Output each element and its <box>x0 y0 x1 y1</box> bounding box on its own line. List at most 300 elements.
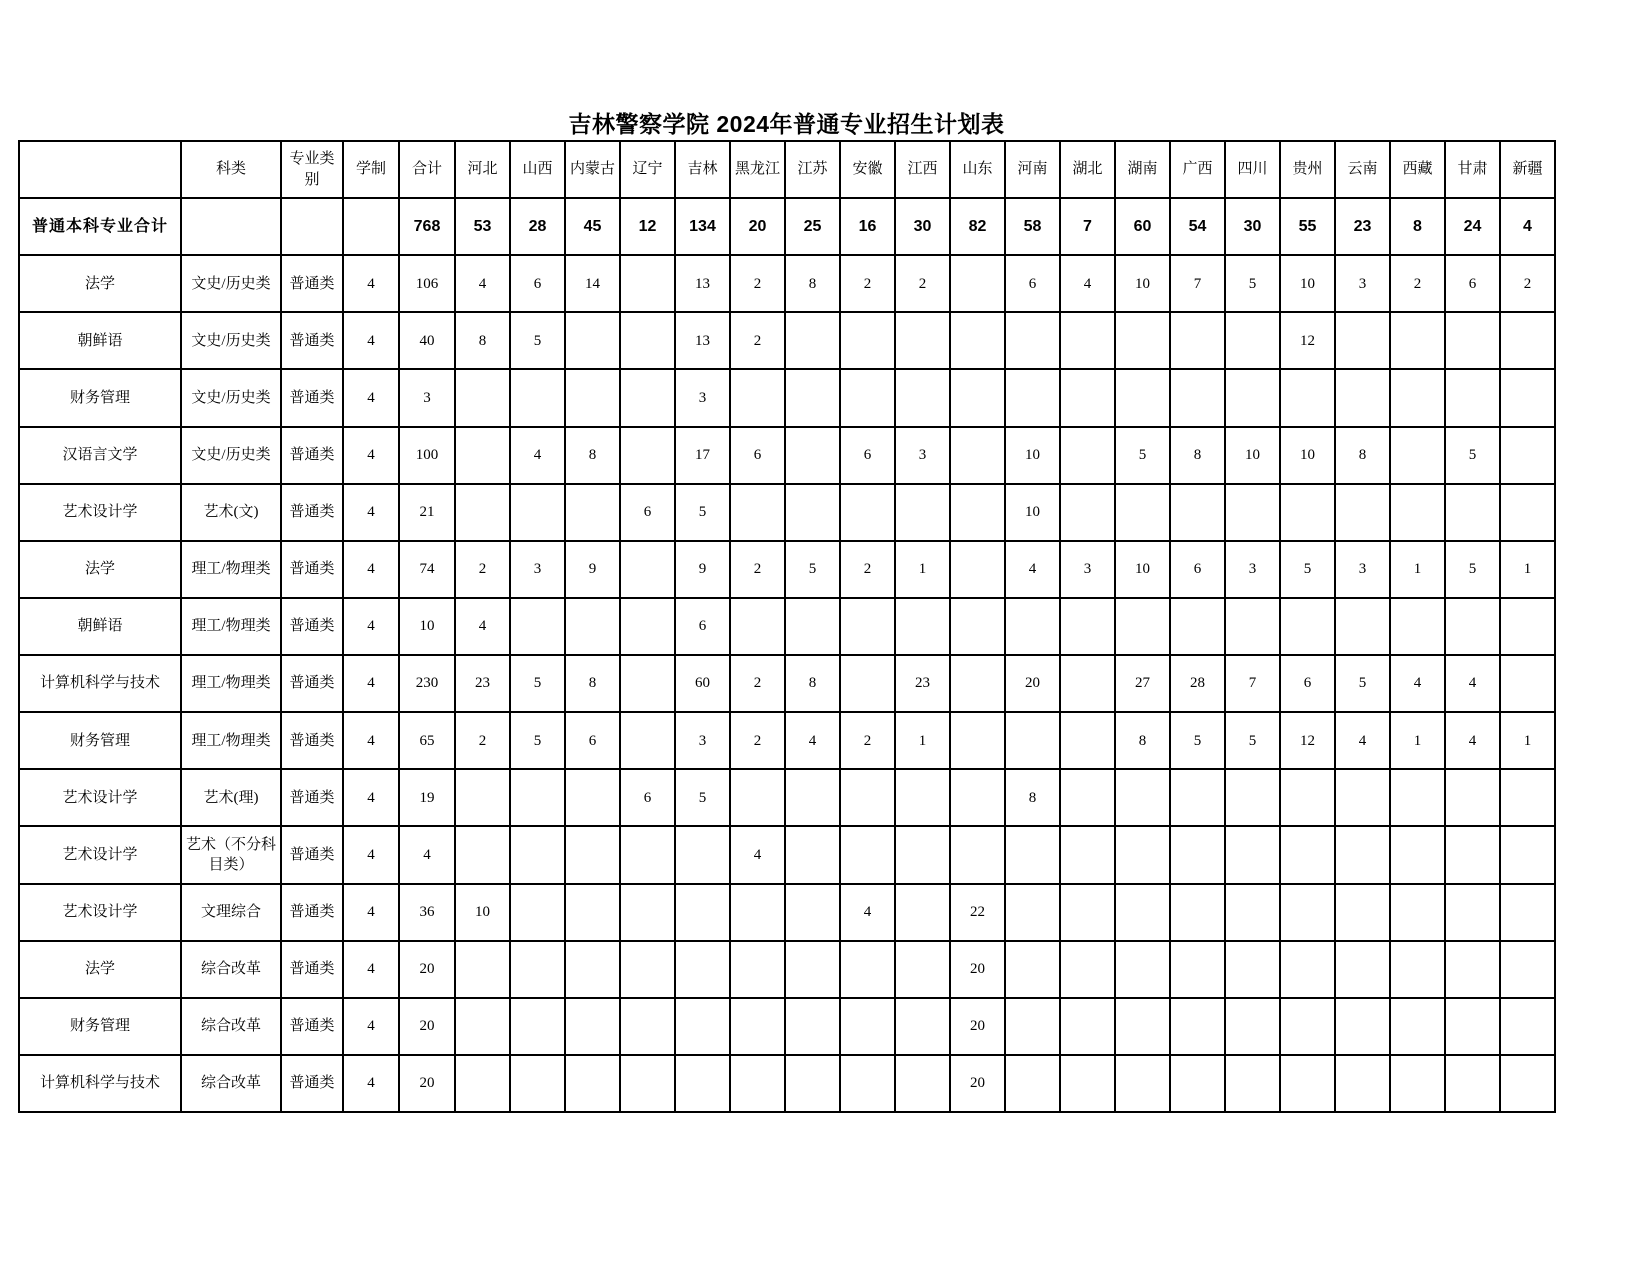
province-value-cell <box>1115 769 1170 826</box>
province-value-cell <box>1060 427 1115 484</box>
province-value-cell: 2 <box>455 712 510 769</box>
province-value-cell <box>1280 598 1335 655</box>
province-value-cell <box>565 769 620 826</box>
province-value-cell <box>1060 598 1115 655</box>
province-value-cell <box>1225 598 1280 655</box>
province-value-cell: 5 <box>1280 541 1335 598</box>
province-value-cell <box>1280 884 1335 941</box>
table-row <box>19 255 1555 312</box>
province-value-cell: 6 <box>510 255 565 312</box>
corner-header-cell <box>19 141 181 198</box>
province-value-cell <box>1500 1055 1555 1112</box>
province-value-cell <box>565 884 620 941</box>
province-value-cell <box>455 769 510 826</box>
summary-province-value-cell: 25 <box>785 198 840 255</box>
province-value-cell <box>1445 369 1500 426</box>
province-value-cell <box>1500 484 1555 541</box>
years-cell: 4 <box>343 712 399 769</box>
province-value-cell: 23 <box>455 655 510 712</box>
years-cell: 4 <box>343 541 399 598</box>
major-name-cell: 朝鲜语 <box>19 312 181 369</box>
province-value-cell <box>730 998 785 1055</box>
table-row <box>19 884 1555 941</box>
province-value-cell: 4 <box>1335 712 1390 769</box>
province-value-cell <box>785 941 840 998</box>
province-value-cell <box>1500 655 1555 712</box>
province-value-cell: 2 <box>730 312 785 369</box>
province-value-cell <box>675 826 730 883</box>
summary-province-value-cell: 16 <box>840 198 895 255</box>
province-value-cell: 6 <box>1280 655 1335 712</box>
province-value-cell: 3 <box>510 541 565 598</box>
summary-province-value-cell: 8 <box>1390 198 1445 255</box>
province-value-cell: 9 <box>675 541 730 598</box>
province-value-cell <box>455 369 510 426</box>
column-header: 西藏 <box>1390 141 1445 198</box>
summary-province-value-cell: 28 <box>510 198 565 255</box>
province-value-cell <box>1170 598 1225 655</box>
province-value-cell <box>1005 312 1060 369</box>
province-value-cell <box>1390 598 1445 655</box>
province-value-cell: 1 <box>1390 712 1445 769</box>
years-cell: 4 <box>343 998 399 1055</box>
province-value-cell <box>950 312 1005 369</box>
table-row <box>19 655 1555 712</box>
province-value-cell <box>1280 998 1335 1055</box>
table-row <box>19 598 1555 655</box>
province-value-cell <box>1060 826 1115 883</box>
province-value-cell <box>620 826 675 883</box>
province-value-cell <box>565 998 620 1055</box>
province-value-cell: 5 <box>1445 427 1500 484</box>
column-header: 河南 <box>1005 141 1060 198</box>
summary-province-value-cell: 30 <box>1225 198 1280 255</box>
province-value-cell <box>1225 484 1280 541</box>
province-value-cell <box>1500 598 1555 655</box>
province-value-cell <box>455 1055 510 1112</box>
province-value-cell <box>1060 312 1115 369</box>
province-value-cell <box>785 484 840 541</box>
type-cell: 普通类 <box>281 484 343 541</box>
table-row <box>19 769 1555 826</box>
province-value-cell <box>1335 769 1390 826</box>
province-value-cell <box>840 826 895 883</box>
province-value-cell <box>1170 312 1225 369</box>
column-header: 新疆 <box>1500 141 1555 198</box>
province-value-cell <box>840 598 895 655</box>
province-value-cell <box>675 998 730 1055</box>
years-cell: 4 <box>343 427 399 484</box>
province-value-cell: 12 <box>1280 312 1335 369</box>
summary-years-cell <box>343 198 399 255</box>
province-value-cell: 5 <box>1115 427 1170 484</box>
major-name-cell: 艺术设计学 <box>19 769 181 826</box>
table-row <box>19 484 1555 541</box>
summary-province-value-cell: 53 <box>455 198 510 255</box>
province-value-cell <box>1115 484 1170 541</box>
province-value-cell <box>455 941 510 998</box>
type-cell: 普通类 <box>281 712 343 769</box>
province-value-cell: 2 <box>730 655 785 712</box>
province-value-cell <box>1170 941 1225 998</box>
major-name-cell: 法学 <box>19 941 181 998</box>
years-cell: 4 <box>343 655 399 712</box>
province-value-cell <box>1390 484 1445 541</box>
province-value-cell <box>1280 826 1335 883</box>
province-value-cell <box>730 598 785 655</box>
province-value-cell <box>730 484 785 541</box>
province-value-cell: 10 <box>1280 427 1335 484</box>
province-value-cell <box>565 484 620 541</box>
category-cell: 综合改革 <box>181 941 281 998</box>
province-value-cell <box>950 369 1005 426</box>
summary-province-value-cell: 82 <box>950 198 1005 255</box>
province-value-cell: 27 <box>1115 655 1170 712</box>
province-value-cell <box>840 655 895 712</box>
province-value-cell <box>620 255 675 312</box>
province-value-cell <box>1170 998 1225 1055</box>
province-value-cell <box>620 941 675 998</box>
province-value-cell <box>1390 1055 1445 1112</box>
province-value-cell <box>620 427 675 484</box>
province-value-cell <box>1060 655 1115 712</box>
column-header: 湖南 <box>1115 141 1170 198</box>
province-value-cell <box>1445 1055 1500 1112</box>
province-value-cell <box>1170 769 1225 826</box>
province-value-cell <box>510 769 565 826</box>
summary-province-value-cell: 54 <box>1170 198 1225 255</box>
summary-province-value-cell: 24 <box>1445 198 1500 255</box>
table-row <box>19 941 1555 998</box>
province-value-cell <box>1170 826 1225 883</box>
province-value-cell <box>1225 312 1280 369</box>
province-value-cell <box>950 655 1005 712</box>
major-name-cell: 汉语言文学 <box>19 427 181 484</box>
summary-province-value-cell: 30 <box>895 198 950 255</box>
major-name-cell: 财务管理 <box>19 369 181 426</box>
column-header: 江西 <box>895 141 950 198</box>
type-cell: 普通类 <box>281 998 343 1055</box>
province-value-cell <box>1390 312 1445 369</box>
province-value-cell: 8 <box>1170 427 1225 484</box>
province-value-cell: 8 <box>565 655 620 712</box>
category-cell: 艺术（不分科目类） <box>181 826 281 883</box>
summary-province-value-cell: 4 <box>1500 198 1555 255</box>
province-value-cell <box>1390 884 1445 941</box>
province-value-cell <box>785 598 840 655</box>
province-value-cell: 4 <box>1390 655 1445 712</box>
province-value-cell <box>620 598 675 655</box>
province-value-cell <box>565 1055 620 1112</box>
years-cell: 4 <box>343 312 399 369</box>
column-header: 辽宁 <box>620 141 675 198</box>
province-value-cell <box>840 369 895 426</box>
province-value-cell <box>840 769 895 826</box>
province-value-cell <box>1170 484 1225 541</box>
province-value-cell <box>1280 369 1335 426</box>
province-value-cell <box>950 826 1005 883</box>
years-cell: 4 <box>343 826 399 883</box>
province-value-cell: 10 <box>1280 255 1335 312</box>
type-cell: 普通类 <box>281 884 343 941</box>
province-value-cell: 2 <box>1390 255 1445 312</box>
category-cell: 理工/物理类 <box>181 598 281 655</box>
province-value-cell <box>730 941 785 998</box>
years-cell: 4 <box>343 884 399 941</box>
province-value-cell: 4 <box>510 427 565 484</box>
province-value-cell <box>1280 484 1335 541</box>
province-value-cell: 20 <box>950 998 1005 1055</box>
province-value-cell: 2 <box>1500 255 1555 312</box>
province-value-cell: 8 <box>1115 712 1170 769</box>
province-value-cell: 4 <box>785 712 840 769</box>
province-value-cell <box>1060 998 1115 1055</box>
province-value-cell <box>1390 769 1445 826</box>
summary-province-value-cell: 60 <box>1115 198 1170 255</box>
province-value-cell <box>950 484 1005 541</box>
province-value-cell <box>675 941 730 998</box>
province-value-cell <box>510 998 565 1055</box>
province-value-cell <box>1225 884 1280 941</box>
category-cell: 理工/物理类 <box>181 712 281 769</box>
province-value-cell: 10 <box>1005 427 1060 484</box>
type-cell: 普通类 <box>281 427 343 484</box>
province-value-cell <box>785 427 840 484</box>
province-value-cell: 5 <box>1445 541 1500 598</box>
province-value-cell <box>455 826 510 883</box>
province-value-cell <box>1335 598 1390 655</box>
province-value-cell: 5 <box>510 712 565 769</box>
province-value-cell: 5 <box>510 655 565 712</box>
column-header: 专业类别 <box>281 141 343 198</box>
province-value-cell <box>950 427 1005 484</box>
province-value-cell: 3 <box>1335 541 1390 598</box>
province-value-cell: 5 <box>675 769 730 826</box>
province-value-cell <box>1500 998 1555 1055</box>
province-value-cell: 3 <box>1060 541 1115 598</box>
province-value-cell <box>785 1055 840 1112</box>
column-header: 云南 <box>1335 141 1390 198</box>
province-value-cell <box>1060 769 1115 826</box>
province-value-cell <box>1225 941 1280 998</box>
table-row <box>19 312 1555 369</box>
province-value-cell <box>455 484 510 541</box>
province-value-cell <box>1335 1055 1390 1112</box>
province-value-cell: 20 <box>950 1055 1005 1112</box>
province-value-cell: 3 <box>675 369 730 426</box>
province-value-cell <box>1060 484 1115 541</box>
total-cell: 21 <box>399 484 455 541</box>
province-value-cell <box>1445 598 1500 655</box>
province-value-cell: 2 <box>840 541 895 598</box>
total-cell: 100 <box>399 427 455 484</box>
province-value-cell <box>1390 369 1445 426</box>
province-value-cell: 4 <box>455 598 510 655</box>
major-name-cell: 艺术设计学 <box>19 826 181 883</box>
years-cell: 4 <box>343 484 399 541</box>
category-cell: 艺术(理) <box>181 769 281 826</box>
province-value-cell <box>1500 369 1555 426</box>
major-name-cell: 艺术设计学 <box>19 484 181 541</box>
major-name-cell: 计算机科学与技术 <box>19 1055 181 1112</box>
column-header: 河北 <box>455 141 510 198</box>
type-cell: 普通类 <box>281 941 343 998</box>
column-header: 合计 <box>399 141 455 198</box>
province-value-cell <box>1335 941 1390 998</box>
column-header: 甘肃 <box>1445 141 1500 198</box>
province-value-cell: 6 <box>1005 255 1060 312</box>
table-header-row <box>19 141 1555 198</box>
province-value-cell: 6 <box>1445 255 1500 312</box>
province-value-cell <box>1280 941 1335 998</box>
column-header: 山西 <box>510 141 565 198</box>
column-header: 黑龙江 <box>730 141 785 198</box>
province-value-cell: 7 <box>1225 655 1280 712</box>
province-value-cell <box>1445 826 1500 883</box>
province-value-cell: 1 <box>895 712 950 769</box>
province-value-cell: 7 <box>1170 255 1225 312</box>
province-value-cell: 5 <box>510 312 565 369</box>
province-value-cell: 23 <box>895 655 950 712</box>
province-value-cell: 6 <box>675 598 730 655</box>
summary-province-value-cell: 55 <box>1280 198 1335 255</box>
province-value-cell <box>1060 884 1115 941</box>
type-cell: 普通类 <box>281 655 343 712</box>
province-value-cell: 6 <box>1170 541 1225 598</box>
table-row <box>19 826 1555 883</box>
province-value-cell <box>1335 369 1390 426</box>
category-cell: 理工/物理类 <box>181 655 281 712</box>
table-row <box>19 712 1555 769</box>
type-cell: 普通类 <box>281 369 343 426</box>
province-value-cell: 2 <box>895 255 950 312</box>
province-value-cell <box>785 998 840 1055</box>
years-cell: 4 <box>343 369 399 426</box>
province-value-cell: 12 <box>1280 712 1335 769</box>
summary-province-value-cell: 7 <box>1060 198 1115 255</box>
total-cell: 19 <box>399 769 455 826</box>
total-cell: 10 <box>399 598 455 655</box>
province-value-cell <box>620 998 675 1055</box>
summary-province-value-cell: 23 <box>1335 198 1390 255</box>
province-value-cell <box>895 769 950 826</box>
province-value-cell <box>1005 598 1060 655</box>
province-value-cell <box>1390 941 1445 998</box>
category-cell: 综合改革 <box>181 998 281 1055</box>
province-value-cell: 6 <box>565 712 620 769</box>
major-name-cell: 财务管理 <box>19 998 181 1055</box>
province-value-cell <box>1005 1055 1060 1112</box>
province-value-cell <box>840 484 895 541</box>
province-value-cell <box>1060 712 1115 769</box>
province-value-cell <box>675 1055 730 1112</box>
province-value-cell: 2 <box>840 255 895 312</box>
type-cell: 普通类 <box>281 598 343 655</box>
province-value-cell <box>840 941 895 998</box>
province-value-cell: 10 <box>1005 484 1060 541</box>
column-header: 湖北 <box>1060 141 1115 198</box>
province-value-cell: 4 <box>1005 541 1060 598</box>
province-value-cell <box>1005 369 1060 426</box>
province-value-cell <box>730 884 785 941</box>
summary-province-value-cell: 20 <box>730 198 785 255</box>
province-value-cell <box>1225 826 1280 883</box>
province-value-cell <box>840 998 895 1055</box>
page-title: 吉林警察学院 2024年普通专业招生计划表 <box>568 111 1005 137</box>
province-value-cell: 10 <box>1115 255 1170 312</box>
total-cell: 65 <box>399 712 455 769</box>
total-cell: 20 <box>399 998 455 1055</box>
province-value-cell <box>1170 369 1225 426</box>
province-value-cell <box>1280 1055 1335 1112</box>
column-header: 学制 <box>343 141 399 198</box>
province-value-cell <box>1115 998 1170 1055</box>
province-value-cell <box>620 712 675 769</box>
province-value-cell <box>840 1055 895 1112</box>
type-cell: 普通类 <box>281 769 343 826</box>
province-value-cell <box>950 769 1005 826</box>
province-value-cell <box>675 884 730 941</box>
years-cell: 4 <box>343 255 399 312</box>
province-value-cell <box>1445 312 1500 369</box>
province-value-cell: 13 <box>675 255 730 312</box>
province-value-cell: 5 <box>1170 712 1225 769</box>
province-value-cell: 4 <box>1445 655 1500 712</box>
major-name-cell: 计算机科学与技术 <box>19 655 181 712</box>
province-value-cell <box>1390 826 1445 883</box>
province-value-cell <box>1115 1055 1170 1112</box>
province-value-cell: 8 <box>785 255 840 312</box>
province-value-cell <box>895 998 950 1055</box>
summary-province-value-cell: 134 <box>675 198 730 255</box>
province-value-cell <box>1060 369 1115 426</box>
province-value-cell: 22 <box>950 884 1005 941</box>
province-value-cell: 4 <box>1445 712 1500 769</box>
category-cell: 理工/物理类 <box>181 541 281 598</box>
province-value-cell <box>565 941 620 998</box>
province-value-cell: 10 <box>1225 427 1280 484</box>
column-header: 广西 <box>1170 141 1225 198</box>
province-value-cell <box>455 998 510 1055</box>
summary-category-cell <box>181 198 281 255</box>
type-cell: 普通类 <box>281 826 343 883</box>
province-value-cell: 8 <box>455 312 510 369</box>
province-value-cell <box>1445 941 1500 998</box>
table-row <box>19 541 1555 598</box>
province-value-cell: 5 <box>1335 655 1390 712</box>
province-value-cell <box>510 826 565 883</box>
province-value-cell <box>1005 998 1060 1055</box>
table-row <box>19 998 1555 1055</box>
province-value-cell <box>1115 598 1170 655</box>
province-value-cell <box>895 598 950 655</box>
column-header: 四川 <box>1225 141 1280 198</box>
province-value-cell <box>1445 769 1500 826</box>
province-value-cell: 6 <box>840 427 895 484</box>
province-value-cell <box>565 312 620 369</box>
province-value-cell: 10 <box>1115 541 1170 598</box>
major-name-cell: 财务管理 <box>19 712 181 769</box>
province-value-cell: 8 <box>1335 427 1390 484</box>
total-cell: 4 <box>399 826 455 883</box>
province-value-cell: 10 <box>455 884 510 941</box>
province-value-cell: 6 <box>620 769 675 826</box>
province-value-cell: 2 <box>840 712 895 769</box>
enrollment-plan-table <box>18 140 1556 1113</box>
summary-province-value-cell: 58 <box>1005 198 1060 255</box>
category-cell: 文史/历史类 <box>181 427 281 484</box>
province-value-cell <box>1500 941 1555 998</box>
